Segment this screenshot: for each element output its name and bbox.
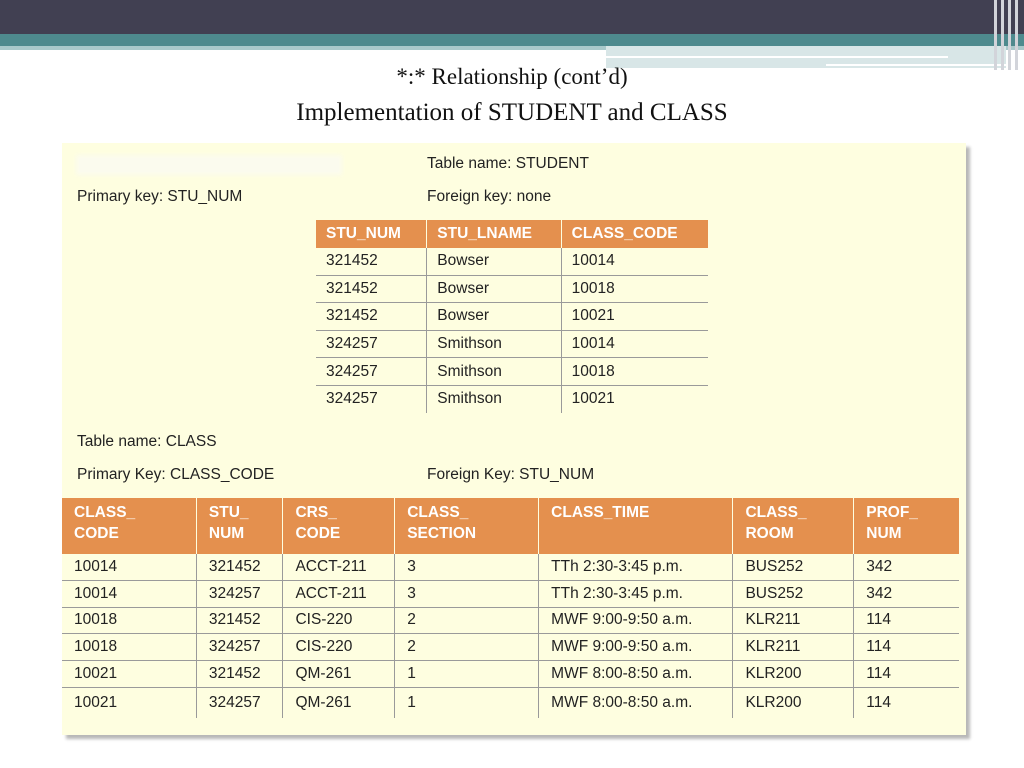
table-cell: 10021 — [571, 390, 615, 408]
table-cell: Smithson — [427, 358, 561, 386]
table-cell: 10014 — [62, 580, 196, 607]
table-cell: 114 — [866, 693, 891, 711]
class-table — [62, 498, 959, 718]
class-column-header — [854, 498, 959, 554]
table-cell: 10014 — [62, 554, 196, 580]
header-line: CLASS_ — [407, 504, 469, 521]
table-cell: 2 — [395, 607, 539, 634]
table-cell: 1 — [395, 687, 539, 718]
header-line: NUM — [866, 525, 902, 542]
header-line: CLASS_ — [74, 504, 136, 521]
table-cell: ACCT-211 — [283, 554, 395, 580]
table-cell: 10018 — [561, 275, 708, 303]
header-line: CRS_ — [295, 504, 337, 521]
table-row — [62, 554, 959, 580]
table-cell: 2 — [395, 634, 539, 661]
table-cell: 324257 — [196, 580, 283, 607]
table-cell: 10021 — [561, 303, 708, 331]
table-cell: 324257 — [316, 330, 427, 358]
table-cell: 114 — [854, 607, 959, 634]
blurred-figure-label — [76, 155, 342, 175]
table-row — [62, 687, 959, 718]
header-bar — [0, 0, 1024, 34]
table-cell: TTh 2:30-3:45 p.m. — [539, 554, 733, 580]
class-column-header — [539, 498, 733, 554]
table-cell: MWF 9:00-9:50 a.m. — [539, 634, 733, 661]
table-cell: 324257 — [196, 687, 283, 718]
header-line: SECTION — [407, 525, 477, 542]
table-cell: 10018 — [62, 607, 196, 634]
table-row — [316, 303, 708, 331]
class-column-header — [395, 498, 539, 554]
table-cell: Smithson — [427, 330, 561, 358]
table-cell: Bowser — [427, 248, 561, 275]
class-table-header-row — [62, 498, 959, 554]
table-cell: Bowser — [427, 275, 561, 303]
table-cell: Smithson — [427, 385, 561, 412]
corner-stripes-decoration — [992, 0, 1024, 70]
table-cell: 3 — [395, 580, 539, 607]
table-cell: 324257 — [316, 385, 427, 412]
table-cell: BUS252 — [733, 580, 854, 607]
student-table — [316, 220, 708, 413]
table-cell: KLR200 — [733, 661, 854, 688]
student-table-header-row — [316, 220, 708, 248]
table-cell: QM-261 — [283, 687, 395, 718]
class-column-header — [62, 498, 196, 554]
table-cell: 321452 — [316, 303, 427, 331]
student-column-header: STU_NUM — [316, 220, 427, 248]
table-cell: CIS-220 — [283, 607, 395, 634]
table-cell: KLR211 — [733, 607, 854, 634]
table-cell: 114 — [854, 634, 959, 661]
table-row — [62, 580, 959, 607]
class-foreign-key: Foreign Key: STU_NUM — [427, 466, 595, 483]
table-cell: 1 — [395, 661, 539, 688]
header-line: CLASS_ — [745, 504, 807, 521]
figure-panel — [62, 143, 966, 735]
student-column-header: STU_LNAME — [427, 220, 561, 248]
table-cell: QM-261 — [283, 661, 395, 688]
class-column-header — [733, 498, 854, 554]
header-line: ROOM — [745, 525, 794, 542]
table-row — [62, 607, 959, 634]
header-line: STU_ — [208, 504, 249, 521]
table-cell: 342 — [854, 580, 959, 607]
class-column-header — [196, 498, 283, 554]
table-cell: 114 — [854, 661, 959, 688]
class-table-name: Table name: CLASS — [77, 433, 217, 450]
header-line: CLASS_TIME — [551, 504, 650, 521]
header-line: CODE — [74, 525, 119, 542]
table-cell: MWF 8:00-8:50 a.m. — [539, 661, 733, 688]
table-cell: 10014 — [561, 248, 708, 275]
table-cell: BUS252 — [733, 554, 854, 580]
table-cell: TTh 2:30-3:45 p.m. — [539, 580, 733, 607]
table-row — [62, 661, 959, 688]
table-cell: KLR211 — [733, 634, 854, 661]
table-cell: MWF 8:00-8:50 a.m. — [539, 687, 733, 718]
table-cell: Bowser — [427, 303, 561, 331]
table-cell: 10021 — [62, 687, 196, 718]
table-cell: 3 — [395, 554, 539, 580]
student-table-name: Table name: STUDENT — [427, 155, 589, 172]
student-column-header: CLASS_CODE — [561, 220, 708, 248]
table-row — [316, 385, 708, 412]
table-cell: 321452 — [316, 275, 427, 303]
table-cell: 324257 — [196, 634, 283, 661]
class-column-header — [283, 498, 395, 554]
table-cell: 321452 — [196, 661, 283, 688]
table-row — [316, 330, 708, 358]
table-cell: 10014 — [561, 330, 708, 358]
header-line: PROF_ — [866, 504, 918, 521]
header-line: CODE — [295, 525, 341, 542]
class-primary-key: Primary Key: CLASS_CODE — [77, 466, 275, 483]
table-cell: 321452 — [196, 554, 283, 580]
header-accent-stripe — [0, 34, 1024, 46]
table-row — [316, 275, 708, 303]
header-line: NUM — [208, 525, 245, 542]
table-cell: 10018 — [561, 358, 708, 386]
header-decoration-line — [606, 56, 948, 58]
table-row — [62, 634, 959, 661]
table-cell: MWF 9:00-9:50 a.m. — [539, 607, 733, 634]
slide-title: *:* Relationship (cont’d) — [396, 64, 628, 89]
table-cell: 10021 — [62, 661, 196, 688]
table-cell: ACCT-211 — [283, 580, 395, 607]
student-primary-key: Primary key: STU_NUM — [77, 188, 243, 205]
table-cell: 321452 — [316, 248, 427, 275]
table-cell: KLR200 — [733, 687, 854, 718]
table-cell: CIS-220 — [283, 634, 395, 661]
table-cell: 321452 — [196, 607, 283, 634]
table-row — [316, 248, 708, 275]
table-cell: 10018 — [62, 634, 196, 661]
table-cell: 324257 — [316, 358, 427, 386]
table-cell: 342 — [854, 554, 959, 580]
slide-subtitle: Implementation of STUDENT and CLASS — [296, 99, 728, 126]
student-foreign-key: Foreign key: none — [427, 188, 552, 205]
table-row — [316, 358, 708, 386]
